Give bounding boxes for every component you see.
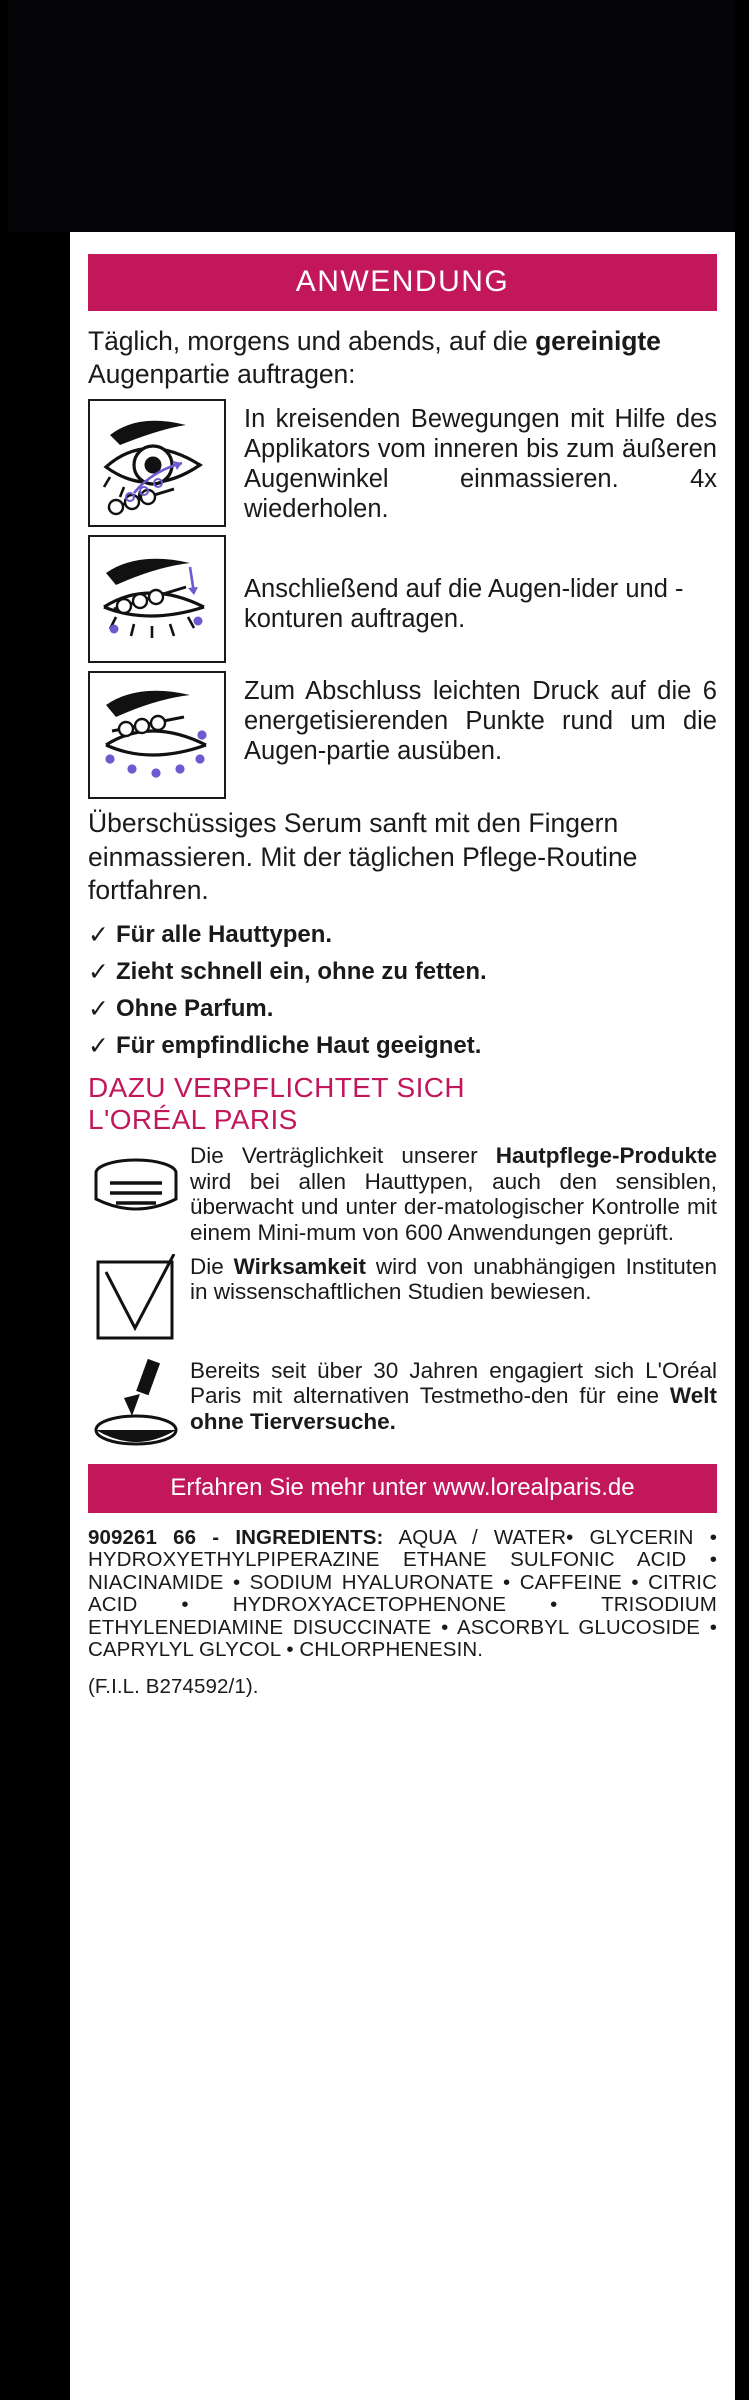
commitment-text-bold: Welt ohne Tierversuche.: [190, 1383, 717, 1434]
benefits-checklist: [88, 921, 717, 1060]
commitment-text: [190, 1143, 717, 1246]
package-left-edge: [0, 0, 8, 2400]
website-banner[interactable]: Erfahren Sie mehr unter www.lorealparis.de: [88, 1464, 717, 1513]
ingredients-list: [88, 1527, 717, 1662]
list-item-label: Für alle Hauttypen.: [116, 921, 333, 949]
check-icon: ✓: [88, 957, 109, 986]
list-item: [88, 958, 717, 986]
commitment-text-pre: Die Verträglichkeit unserer: [190, 1143, 496, 1169]
eyelid-application-icon: [88, 535, 226, 663]
product-code: 909261 66 - INGREDIENTS:: [88, 1525, 384, 1549]
commitment-text-bold: Wirksamkeit: [233, 1253, 367, 1279]
commitment-text-bold: Hautpflege-Produkte: [495, 1143, 717, 1169]
energy-points-icon: [88, 671, 226, 799]
intro-paragraph: [88, 325, 717, 391]
pipette-dish-icon: [88, 1358, 184, 1450]
lot-number: (F.I.L. B274592/1).: [88, 1674, 259, 1698]
commitment-row: [88, 1254, 717, 1350]
list-item: [88, 921, 717, 949]
commitment-text-pre: Die: [190, 1253, 234, 1279]
instruction-step: [88, 399, 717, 527]
package-right-edge: [735, 0, 749, 2400]
list-item: [88, 1032, 717, 1060]
commitment-text: [190, 1358, 717, 1435]
eye-circular-massage-icon: [88, 399, 226, 527]
cream-jar-icon: [88, 1143, 184, 1229]
commitment-heading-line1: DAZU VERPFLICHTET SICH: [88, 1072, 465, 1104]
commitment-row: [88, 1143, 717, 1246]
check-icon: ✓: [88, 994, 109, 1023]
commitment-text: [190, 1254, 717, 1305]
list-item-label: Für empfindliche Haut geeignet.: [116, 1032, 482, 1060]
instruction-step-text: Anschließend auf die Augen-lider und -konturen auftragen.: [244, 575, 684, 634]
instruction-step-text: In kreisenden Bewegungen mit Hilfe des Applikators vom inneren bis zum äußeren Augenwinkel einmassieren. 4x wiederholen.: [244, 405, 717, 523]
commitment-heading-line2: L'ORÉAL PARIS: [88, 1103, 298, 1135]
after-use-paragraph: Überschüssiges Serum sanft mit den Fingern einmassieren. Mit der täglichen Pflege-Routine fortfahren.: [88, 808, 638, 905]
checkbox-icon: [88, 1254, 184, 1350]
ingredients-body: AQUA / WATER• GLYCERIN • HYDROXYETHYLPIPERAZINE ETHANE SULFONIC ACID • NIACINAMIDE • SODIUM HYALURONATE • CAFFEINE • CITRIC ACID • HYDROXYACETOPHENONE • TRISODIUM ETHYLENEDIAMINE DISUCCINATE • ASCORBYL GLUCOSIDE • CAPRYLYL GLYCOL • CHLORPHENESIN.: [88, 1525, 717, 1662]
instruction-step: [88, 535, 717, 663]
instruction-steps: [88, 399, 717, 799]
list-item-label: Ohne Parfum.: [116, 995, 274, 1023]
intro-text-pre: Täglich, morgens und abends, auf die: [88, 326, 536, 356]
intro-text-post: Augenpartie auftragen:: [88, 359, 356, 390]
commitment-row: [88, 1358, 717, 1450]
commitment-heading: [88, 1072, 717, 1135]
section-heading-anwendung: ANWENDUNG: [88, 254, 717, 311]
label-panel: [70, 232, 735, 2400]
list-item-label: Zieht schnell ein, ohne zu fetten.: [116, 958, 487, 986]
instruction-step-text: Zum Abschluss leichten Druck auf die 6 energetisierenden Punkte rund um die Augen-partie ausüben.: [244, 677, 717, 765]
list-item: [88, 995, 717, 1023]
commitment-text-post: wird bei allen Hauttypen, auch den sensiblen, überwacht und unter der-matologischer Kontrolle mit einem Mini-mum von 600 Anwendungen geprüft.: [190, 1168, 717, 1246]
package-top-dark-area: [0, 0, 749, 232]
instruction-step: [88, 671, 717, 799]
commitment-text-pre: Bereits seit über 30 Jahren engagiert sich L'Oréal Paris mit alternativen Testmetho-den für eine: [190, 1357, 717, 1409]
intro-text-bold: gereinigte: [535, 326, 661, 356]
check-icon: ✓: [88, 1031, 109, 1060]
check-icon: ✓: [88, 920, 109, 949]
commitment-text-post: wird von unabhängigen Instituten in wissenschaftlichen Studien bewiesen.: [190, 1253, 717, 1305]
